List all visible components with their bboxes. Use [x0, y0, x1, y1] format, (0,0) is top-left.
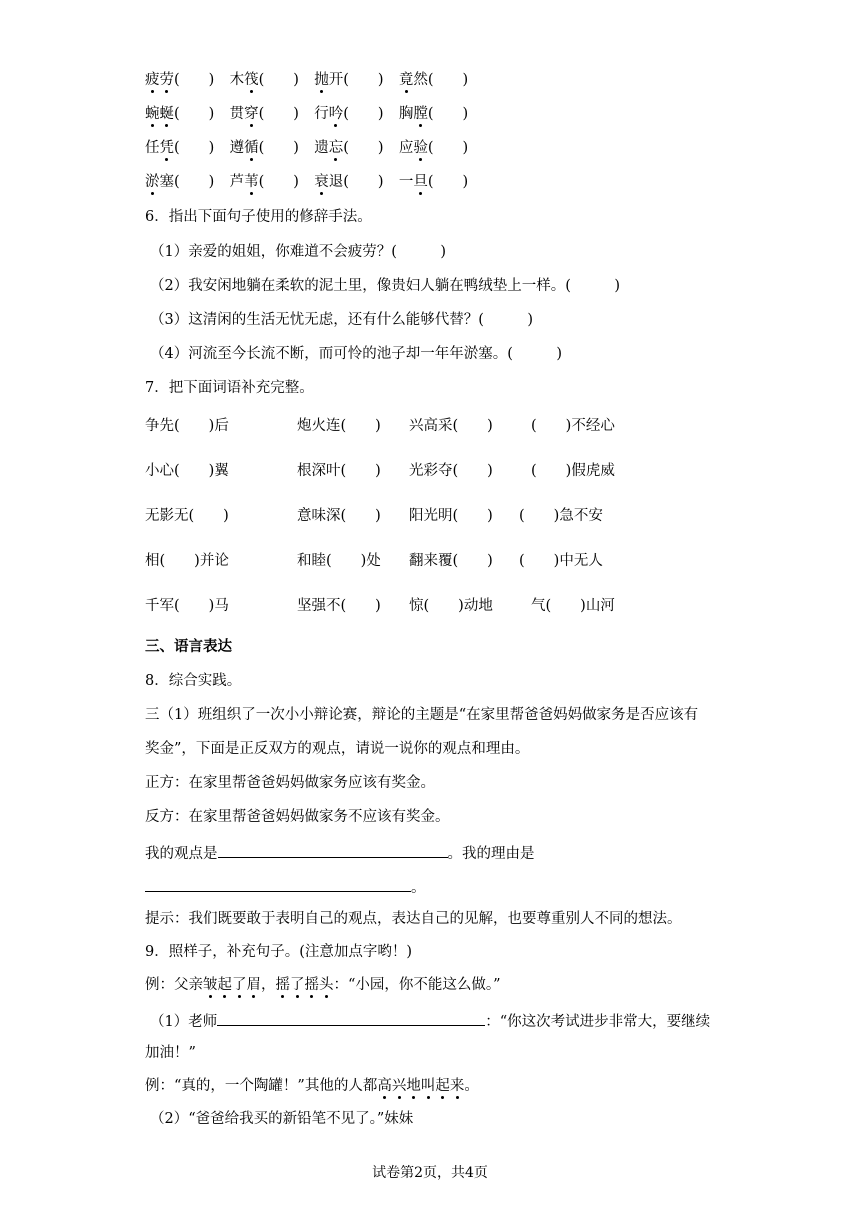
q6-item-3: （3）这清闲的生活无忧无虑，还有什么能够代替？( ) [150, 312, 534, 328]
q8-con: 反方：在家里帮爸爸妈妈做家务不应该有奖金。 [145, 809, 450, 825]
q9-sentence-1-cont: 加油！” [145, 1045, 196, 1061]
q6-item-4: （4）河流至今长流不断，而可怜的池子却一年年淤塞。( ) [150, 346, 563, 362]
q7-title: 7．把下面词语补充完整。 [145, 380, 314, 396]
pinyin-row-1: 疲劳( ) 木筏( ) 抛开( ) 竟然( ) [145, 72, 469, 88]
q8-para-1: 三（1）班组织了一次小小辩论赛，辩论的主题是“在家里帮爸爸妈妈做家务是否应该有 [145, 707, 699, 723]
q9-sentence-1: （1）老师 ：“你这次考试进步非常大，要继续 [150, 1009, 710, 1032]
q7-row-2: 小心( )翼 根深叶( ) 光彩夺( ) ( )假虎威 [145, 463, 615, 479]
reason-blank[interactable] [145, 875, 411, 892]
q7-row-4: 相( )并论 和睦( )处 翻来覆( ) ( )中无人 [145, 553, 603, 569]
opinion-blank[interactable] [218, 841, 448, 858]
q6-item-1: （1）亲爱的姐姐，你难道不会疲劳？( ) [150, 244, 447, 260]
page-footer: 试卷第2页，共4页 [372, 1165, 488, 1181]
q8-reason-line: 。 [145, 875, 426, 898]
pinyin-row-2: 蜿蜒( ) 贯穿( ) 行吟( ) 胸膛( ) [145, 106, 469, 122]
q8-para-2: 奖金”，下面是正反双方的观点，请说一说你的观点和理由。 [145, 741, 530, 757]
q9-sentence-2: （2）“爸爸给我买的新铅笔不见了。”妹妹 [150, 1111, 414, 1127]
pinyin-row-4: 淤塞( ) 芦苇( ) 衰退( ) 一旦( ) [145, 174, 469, 190]
q8-opinion-line: 我的观点是 。我的理由是 [145, 841, 535, 864]
q9-example-2: 例：“真的，一个陶罐！”其他的人都高兴地叫起来。 [145, 1078, 479, 1094]
q7-row-1: 争先( )后 炮火连( ) 兴高采( ) ( )不经心 [145, 418, 615, 434]
q6-item-2: （2）我安闲地躺在柔软的泥土里，像贵妇人躺在鸭绒垫上一样。( ) [150, 278, 621, 294]
section-3-title: 三、语言表达 [145, 638, 232, 655]
q7-row-5: 千军( )马 坚强不( ) 惊( )动地 气( )山河 [145, 598, 615, 614]
q8-pro: 正方：在家里帮爸爸妈妈做家务应该有奖金。 [145, 775, 435, 791]
q8-title: 8．综合实践。 [145, 673, 242, 689]
q7-row-3: 无影无( ) 意味深( ) 阳光明( ) ( )急不安 [145, 508, 603, 524]
sentence-1-blank[interactable] [217, 1009, 485, 1026]
pinyin-row-3: 任凭( ) 遵循( ) 遗忘( ) 应验( ) [145, 140, 469, 156]
q6-title: 6．指出下面句子使用的修辞手法。 [145, 209, 372, 225]
q9-example-1: 例：父亲皱起了眉，摇了摇头：“小园，你不能这么做。” [145, 977, 501, 993]
q9-title: 9．照样子，补充句子。(注意加点字哟！) [145, 944, 413, 960]
q8-hint: 提示：我们既要敢于表明自己的观点，表达自己的见解，也要尊重别人不同的想法。 [145, 911, 682, 927]
